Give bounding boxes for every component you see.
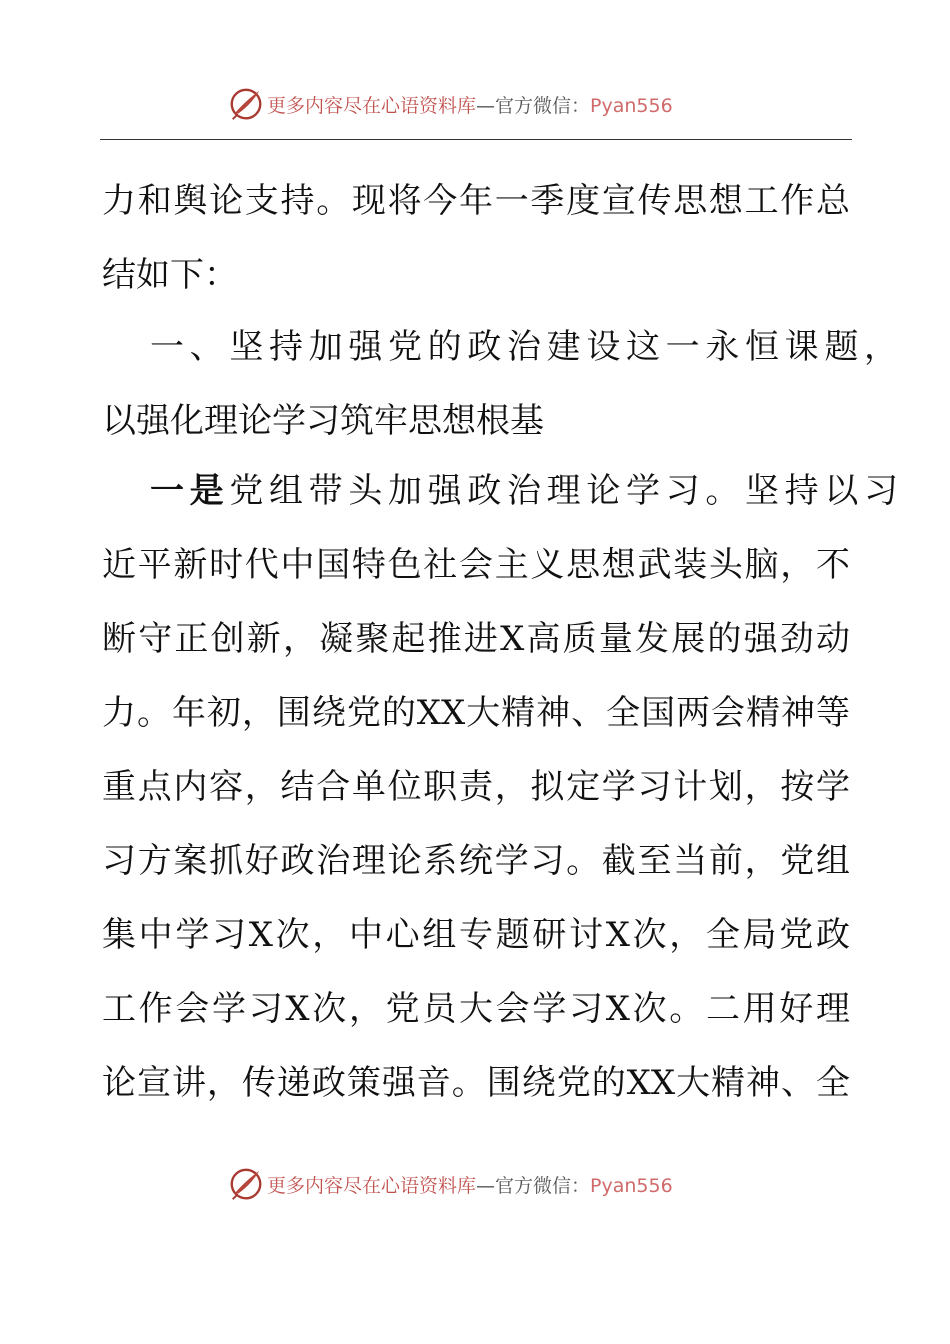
section-heading-line-2: 以强化理论学习筑牢思想根基 xyxy=(102,401,544,441)
brand-dash: — xyxy=(476,94,496,117)
body-line-3 xyxy=(150,466,898,516)
body-line-1: 力和舆论支持。现将今年一季度宣传思想工作总 xyxy=(102,181,850,221)
quill-logo-icon xyxy=(227,1165,265,1203)
footer-brand-name: 更多内容尽在心语资料库 xyxy=(267,1174,477,1197)
body-line-9: 集中学习X次，中心组专题研讨X次，全局党政 xyxy=(102,915,850,955)
footer-brand-dash: — xyxy=(476,1174,496,1197)
quill-logo-icon xyxy=(227,85,265,123)
header-brand xyxy=(227,84,727,124)
section-heading-line-1: 一、坚持加强党的政治建设这一永恒课题， xyxy=(150,327,898,367)
body-line-7: 重点内容，结合单位职责，拟定学习计划，按学 xyxy=(102,767,850,807)
footer-brand xyxy=(227,1164,727,1204)
lead-bold: 一是 xyxy=(150,471,230,511)
body-line-5: 断守正创新，凝聚起推进X高质量发展的强劲动 xyxy=(102,619,850,659)
wechat-label: 官方微信： xyxy=(495,94,591,117)
wechat-id: Pyan556 xyxy=(590,94,673,117)
body-line-10: 工作会学习X次，党员大会学习X次。二用好理 xyxy=(102,989,850,1029)
footer-wechat-id: Pyan556 xyxy=(590,1174,673,1197)
brand-name: 更多内容尽在心语资料库 xyxy=(267,94,477,117)
body-line-4: 近平新时代中国特色社会主义思想武装头脑，不 xyxy=(102,545,850,585)
footer-wechat-label: 官方微信： xyxy=(495,1174,591,1197)
header-divider xyxy=(100,139,852,140)
body-line-6: 力。年初，围绕党的XX大精神、全国两会精神等 xyxy=(102,693,850,733)
body-line-8: 习方案抓好政治理论系统学习。截至当前，党组 xyxy=(102,841,850,881)
body-line-3-text: 党组带头加强政治理论学习。坚持以习 xyxy=(229,471,899,511)
body-line-2: 结如下： xyxy=(102,255,238,295)
body-line-11: 论宣讲，传递政策强音。围绕党的XX大精神、全 xyxy=(102,1063,850,1103)
